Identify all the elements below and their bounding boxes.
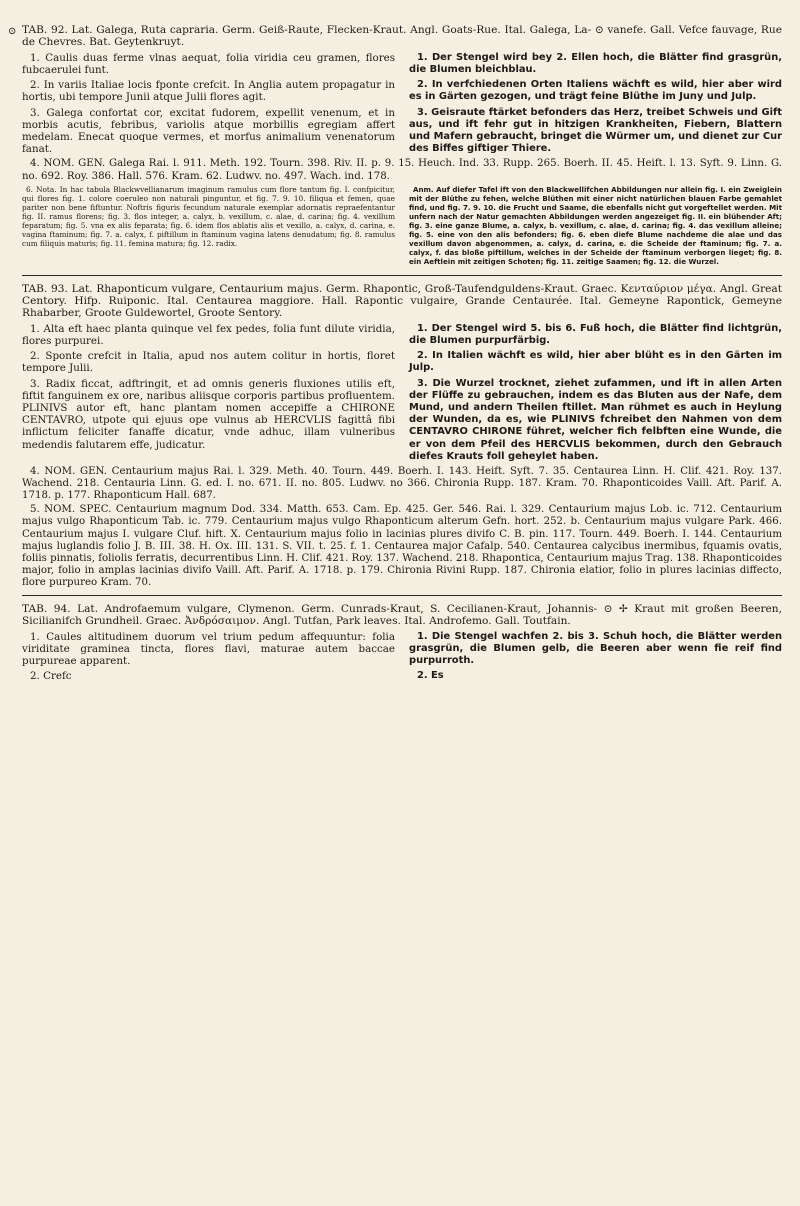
tab92-latin-column (22, 52, 395, 159)
tab93-lat-2: 2. Sponte crefcit in Italia, apud nos autem colitur in hortis, floret tempore Julii. (22, 350, 395, 375)
tab93-nom-spec: 5. NOM. SPEC. Centaurium magnum Dod. 334. Matth. 653. Cam. Ep. 425. Ger. 546. Rai. l. 329. Centaurium majus Lob. ic. 712. Centaurium majus vulgo Rhaponticum Tab. ic. 779. Centaurium majus vulgo Rhaponticum alterum Gefn. hort. 252. b. Centaurium majus vulgare Park. 466. Centaurium majus I. vulgare Cluf. hift. X. Centaurium majus folio in lacinias plures divifo C. B. pin. 117. Tourn. 449. Boerh. I. 144. Centaurium majus luglandis folio J. B. III. 38. H. Ox. III. 131. S. VII. t. 25. f. 1. Centaurea major Cafalp. 540. Centaurea calycibus inermibus, fquamis ovatis, foliis pinnatis, foliolis ferratis, decurrentibus Linn. H. Clif. 421. Roy. 137. Wachend. 218. Rhapontica, Centaurium majus Trag. 138. Rhaponticoides major, folio in amplas lacinias divifo Vaill. Aft. Parif. A. 1718. p. 179. Chironia Rivini Rupp. 187. Chironia elatior, folio in plures lacinias diffecto, flore purpureo Kram. 70. (22, 504, 782, 588)
tab94-heading: TAB. 94. Lat. Androfaemum vulgare, Clymenon. Germ. Cunrads-Kraut, S. Cecilianen-Kraut, Johannis- ⊙ ✢ Kraut mit großen Beeren, Sicilianifch Grundheil. Graec. Ἀνδρόσαιμον. Angl. Tutfan, Park leaves. Ital. Androfemo. Gall. Toutfain. (22, 603, 782, 628)
tab92-explanation (22, 185, 782, 269)
page-mark: ⊙ (8, 26, 17, 37)
tab92-columns (22, 52, 782, 159)
tab92-explic-latin (22, 185, 395, 269)
tab94-lat-1: 1. Caules altitudinem duorum vel trium pedum affequuntur: folia viriditate graminea tincta, flores flavi, maturae autem baccae purpureae apparent. (22, 630, 395, 668)
tab93-de-2: 2. In Italien wächft es wild, hier aber blüht es in den Gärten im Julp. (409, 350, 782, 374)
tab92-lat-1: 1. Caulis duas ferme vlnas aequat, folia viridia ceu gramen, flores fubcaerulei funt. (22, 51, 395, 77)
tab92-heading: TAB. 92. Lat. Galega, Ruta capraria. Germ. Geiß-Raute, Flecken-Kraut. Angl. Goats-Rue. Ital. Galega, La- ⊙ vanefe. Gall. Vefce fauvage, Rue de Chevres. Bat. Geytenkruyt. (22, 24, 782, 49)
tab92-lat-2: 2. In variis Italiae locis fponte crefcit. In Anglia autem propagatur in hortis, ubi tempore Junii atque Julii flores agit. (22, 79, 395, 104)
section-divider (22, 275, 782, 276)
tab93-de-1: 1. Der Stengel wird 5. bis 6. Fuß hoch, die Blätter find lichtgrün, die Blumen purpurfärbig. (409, 322, 782, 347)
tab92-de-2: 2. In verfchiedenen Orten Italiens wächft es wild, hier aber wird es in Gärten gezogen, und trägt feine Blüthe im Juny und Julp. (409, 79, 782, 103)
catchword-german: 2. Es (417, 670, 444, 682)
tab93-lat-1: 1. Alta eft haec planta quinque vel fex pedes, folia funt dilute viridia, flores purpurei. (22, 322, 395, 348)
catchword-latin: 2. Crefc (30, 670, 72, 683)
tab94-de-1: 1. Die Stengel wachfen 2. bis 3. Schuh hoch, die Blätter werden grasgrün, die Blumen gelb, die Beeren aber wenn fie reif find purpurroth. (409, 630, 782, 667)
tab94-latin-column (22, 631, 395, 686)
tab92-german-column (409, 52, 782, 159)
tab93-lat-3: 3. Radix ficcat, adftringit, et ad omnis generis fluxiones utilis eft, fiftit fanguinem ex ore, naribus aliisque corporis partibus profluentem. PLINIVS autor eft, hanc plantam nomen accepiffe a CHIRONE CENTAVRO, utpote qui ejuus ope vulnus ab HERCVLIS fagittâ fibi inflictum feliciter fanaffe dicatur, vnde adhuc, illam vulneribus medendis falutarem effe, judicatur. (22, 377, 395, 451)
tab93-nom-gen: 4. NOM. GEN. Centaurium majus Rai. l. 329. Meth. 40. Tourn. 449. Boerh. I. 143. Heift. Syft. 7. 35. Centaurea Linn. H. Clif. 421. Roy. 137. Wachend. 218. Centauria Linn. G. ed. I. no. 671. II. no. 805. Ludwv. no 366. Chironia Rupp. 187. Kram. 70. Rhaponticoides Vaill. Aft. Parif. A. 1718. p. 177. Rhaponticum Hall. 687. (22, 466, 782, 502)
tab93-section (22, 283, 782, 589)
tab92-explic-german (409, 185, 782, 269)
tab92-de-1: 1. Der Stengel wird bey 2. Ellen hoch, die Blätter find grasgrün, die Blumen bleichblau. (409, 51, 782, 76)
tab92-nomenclature (22, 158, 782, 182)
tab94-columns (22, 631, 782, 686)
tab93-columns (22, 323, 782, 466)
section-divider (22, 595, 782, 596)
tab92-note-de: Anm. Auf diefer Tafel ift von den Blackwellifchen Abbildungen nur allein fig. I. ein Zweiglein mit der Blüthe zu fehen, welche Blüthen mit einer nicht natürlichen blauen Farbe gemahlet find, und fig. 7. 9. 10. die Frucht und Saame, die ebenfalls nicht gut vorgeftellet werden. Mit unfern nach der Natur gemachten Abbildungen werden angezeiget fig. II. ein blühender Aft; fig. 3. eine ganze Blume, a. calyx, b. vexillum, c. alae, d. carina; fig. 4. das vexillum alleine; fig. 5. eine von den alis befonders; fig. 6. eben diefe Blume nachdeme die alae und das vexillum davon abgenommen, a. calyx, d. carina, e. die Scheide der ftaminum; fig. 7. a. calyx, f. das bloße piftillum, welches in der Scheide der ftaminum verborgen lieget; fig. 8. ein Aeftlein mit zeitigen Schoten; fig. 11. zeitige Saamen; fig. 12. die Wurzel. (409, 184, 782, 266)
tab94-section (22, 603, 782, 686)
tab94-german-column (409, 631, 782, 686)
tab93-german-column (409, 323, 782, 466)
tab92-section (22, 24, 782, 269)
tab93-de-3: 3. Die Wurzel trocknet, ziehet zufammen, und ift in allen Arten der Flüffe zu gebrauchen, indem es das Bluten aus der Nafe, dem Mund, und andern Theilen ftillet. Man rühmet es auch in Heylung der Wunden, da es, wie PLINIVS fchreibet den Nahmen von dem CENTAVRO CHIRONE führet, welcher fich felbften eine Wunde, die er von dem Pfeil des HERCVLIS bekommen, durch den Gebrauch diefes Krauts foll geheylet haben. (409, 377, 782, 462)
tab93-nomenclature (22, 466, 782, 589)
page (22, 24, 782, 686)
tab93-heading: TAB. 93. Lat. Rhaponticum vulgare, Centaurium majus. Germ. Rhapontic, Groß-Taufendguldens-Kraut. Graec. Κενταύριον μέγα. Angl. Great Centory. Hifp. Ruiponic. Ital. Centaurea maggiore. Hall. Rapontic vulgaire, Grande Centaurée. Ital. Gemeyne Rapontick, Gemeyne Rhabarber, Groote Guldewortel, Groote Sentory. (22, 282, 782, 320)
tab92-nom: 4. NOM. GEN. Galega Rai. l. 911. Meth. 192. Tourn. 398. Riv. II. p. 9. 15. Heuch. Ind. 33. Rupp. 265. Boerh. II. 45. Heift. l. 13. Syft. 9. Linn. G. no. 692. Roy. 386. Hall. 576. Kram. 62. Ludwv. no. 497. Wach. ind. 178. (22, 158, 782, 182)
tab92-de-3: 3. Geisraute ftärket befonders das Herz, treibet Schweis und Gift aus, und ift fehr gut in hitzigen Krankheiten, Fiebern, Blattern und Mafern gebraucht, bringet die Würmer um, und dienet zur Cur des Biffes giftiger Thiere. (409, 106, 782, 155)
tab92-lat-3: 3. Galega confortat cor, excitat fudorem, expellit venenum, et in morbis acutis, febribus, variolis atque morbillis egregiam affert medelam. Enecat quoque vermes, et morfus animalium venenatorum fanat. (22, 106, 395, 156)
tab93-latin-column (22, 323, 395, 466)
tab92-note-lat: 6. Nota. In hac tabula Blackwvellianarum imaginum ramulus cum flore tantum fig. I. confpicitur, qui flores fig. 1. colore coeruleo non naturali pinguntur, et fig. 7. 9. 10. filiqua et femen, quae pariter non bene fiftuntur. Noftris figuris fecundum naturale exemplar adornatis repraefentantur fig. II. ramus florens; fig. 3. flos integer, a. calyx, b. vexillum, c. alae, d. carina; fig. 4. vexillum feparatum; fig. 5. vna ex alis feparata; fig. 6. idem flos ablatis alis et vexillo, a. calyx, d. carina, e. vagina ftaminum; fig. 7. a. calyx, f. piftillum in ftaminum vagina latens denudatum; fig. 8. ramulus cum filiquis maturis; fig. 11. femina matura; fig. 12. radix. (22, 184, 395, 248)
